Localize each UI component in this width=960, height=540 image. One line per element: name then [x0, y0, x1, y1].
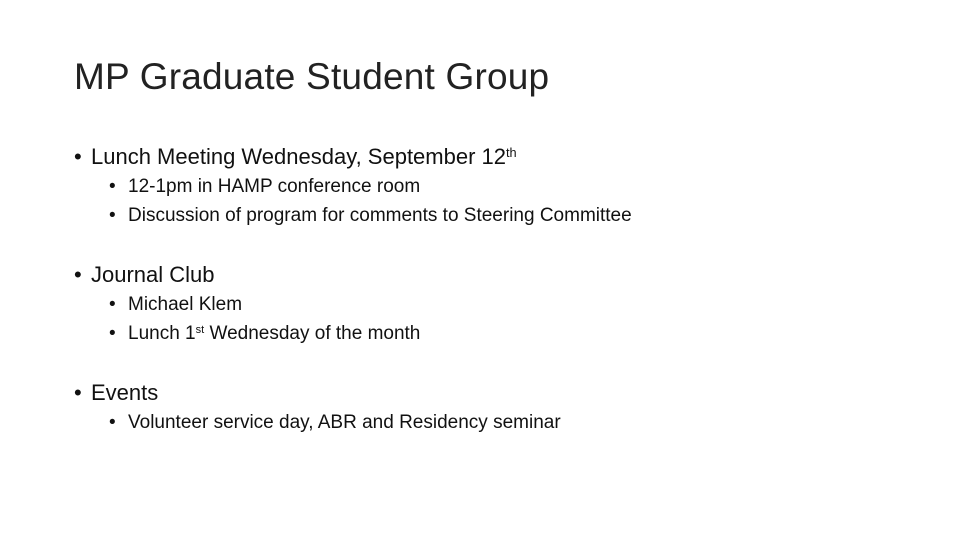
sub-bullet-time: [74, 172, 934, 201]
bullet-heading-events: [74, 378, 934, 408]
sub-bullet-text: Volunteer service day, ABR and Residency seminar: [128, 412, 561, 433]
heading-superscript: th: [506, 144, 517, 160]
sub-bullet-schedule: [74, 319, 934, 348]
bullet-dot-icon: •: [109, 176, 116, 197]
section-lunch-meeting: [74, 142, 934, 230]
bullet-heading-lunch-meeting: [74, 142, 934, 172]
section-events: [74, 378, 934, 437]
bullet-list: [74, 142, 934, 467]
sub-bullet-text: 12-1pm in HAMP conference room: [128, 176, 421, 197]
sub-bullet-text: Discussion of program for comments to Steering Committee: [128, 205, 632, 226]
sub-bullet-presenter: [74, 290, 934, 319]
heading-text: Events: [91, 380, 159, 405]
sub-bullet-text-start: Lunch 1: [128, 323, 196, 344]
bullet-dot-icon: •: [109, 205, 116, 226]
sub-bullet-text: Michael Klem: [128, 294, 243, 315]
bullet-dot-icon: •: [74, 262, 82, 287]
bullet-dot-icon: •: [109, 294, 116, 315]
bullet-dot-icon: •: [109, 323, 116, 344]
sub-bullet-superscript: st: [195, 323, 205, 336]
bullet-heading-journal-club: [74, 260, 934, 290]
heading-text: Journal Club: [91, 262, 215, 287]
sub-bullet-discussion: [74, 201, 934, 230]
bullet-dot-icon: •: [109, 412, 116, 433]
heading-text: Lunch Meeting Wednesday, September 12: [91, 144, 507, 169]
sub-bullet-text-end: Wednesday of the month: [204, 323, 421, 344]
section-journal-club: [74, 260, 934, 348]
sub-bullet-events-list: [74, 408, 934, 437]
slide-title: MP Graduate Student Group: [74, 56, 550, 97]
bullet-dot-icon: •: [74, 144, 82, 169]
bullet-dot-icon: •: [74, 380, 82, 405]
